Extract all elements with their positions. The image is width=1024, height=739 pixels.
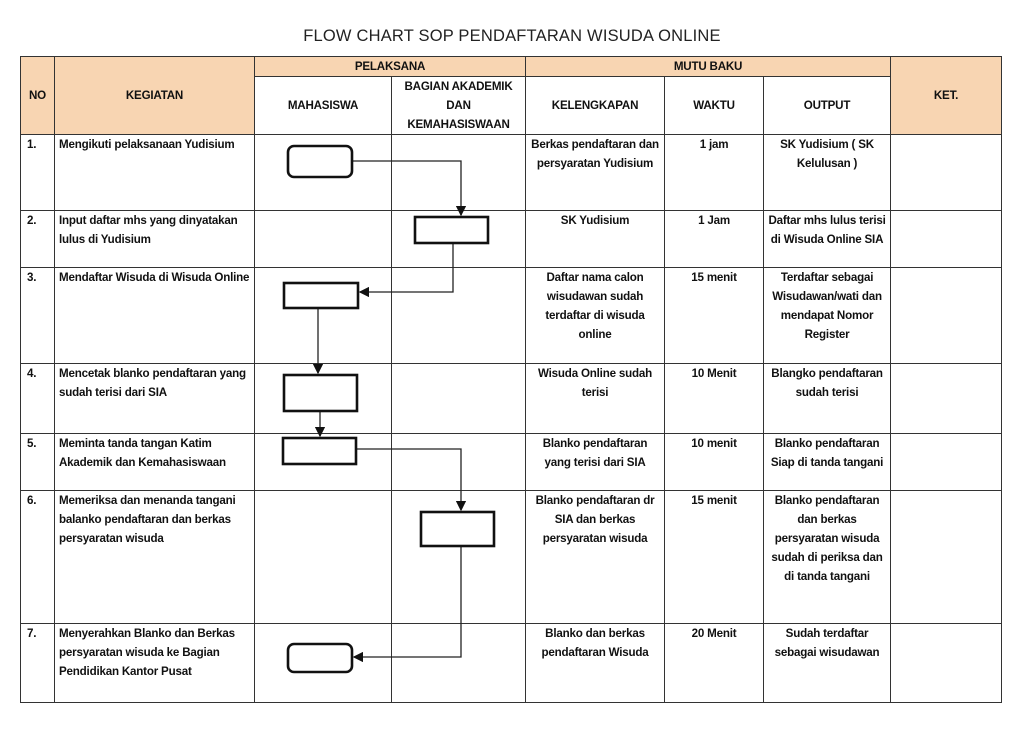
connector-5-6 bbox=[356, 449, 461, 510]
header-bagian: BAGIAN AKADEMIK DAN KEMAHASISWAAN bbox=[392, 77, 526, 135]
kelengkapan-cell: Daftar nama calon wisudawan sudah terdaftar di wisuda online bbox=[526, 268, 665, 364]
kelengkapan-cell: Wisuda Online sudah terisi bbox=[526, 364, 665, 434]
document-title: FLOW CHART SOP PENDAFTARAN WISUDA ONLINE bbox=[303, 27, 721, 45]
header-ket: KET. bbox=[891, 57, 1002, 135]
kegiatan-cell: Menyerahkan Blanko dan Berkas persyaratan wisuda ke Bagian Pendidikan Kantor Pusat bbox=[55, 624, 255, 703]
row-no: 1. bbox=[21, 135, 55, 211]
header-kegiatan: KEGIATAN bbox=[55, 57, 255, 135]
kelengkapan-cell: Blanko dan berkas pendaftaran Wisuda bbox=[526, 624, 665, 703]
kegiatan-cell: Input daftar mhs yang dinyatakan lulus di Yudisium bbox=[55, 211, 255, 268]
output-cell: Blangko pendaftaran sudah terisi bbox=[764, 364, 891, 434]
process-box-5 bbox=[283, 438, 356, 464]
header-mutu-baku: MUTU BAKU bbox=[526, 57, 891, 77]
output-cell: Blanko pendaftaran Siap di tanda tangani bbox=[764, 434, 891, 491]
kegiatan-cell: Meminta tanda tangan Katim Akademik dan Kemahasiswaan bbox=[55, 434, 255, 491]
waktu-cell: 1 Jam bbox=[665, 211, 764, 268]
header-mahasiswa: MAHASISWA bbox=[255, 77, 392, 135]
row-no: 4. bbox=[21, 364, 55, 434]
output-cell: Sudah terdaftar sebagai wisudawan bbox=[764, 624, 891, 703]
header-waktu: WAKTU bbox=[665, 77, 764, 135]
output-cell: SK Yudisium ( SK Kelulusan ) bbox=[764, 135, 891, 211]
waktu-cell: 1 jam bbox=[665, 135, 764, 211]
row-no: 6. bbox=[21, 491, 55, 624]
connector-1-2 bbox=[352, 161, 461, 215]
kegiatan-cell: Mendaftar Wisuda di Wisuda Online bbox=[55, 268, 255, 364]
waktu-cell: 15 menit bbox=[665, 268, 764, 364]
connector-2-3 bbox=[360, 243, 453, 292]
output-cell: Daftar mhs lulus terisi di Wisuda Online SIA bbox=[764, 211, 891, 268]
process-box-2 bbox=[415, 217, 488, 243]
process-box-4 bbox=[284, 375, 357, 411]
waktu-cell: 10 menit bbox=[665, 434, 764, 491]
waktu-cell: 20 Menit bbox=[665, 624, 764, 703]
kegiatan-cell: Mengikuti pelaksanaan Yudisium bbox=[55, 135, 255, 211]
output-cell: Blanko pendaftaran dan berkas persyaratan wisuda sudah di periksa dan di tanda tangani bbox=[764, 491, 891, 624]
header-pelaksana: PELAKSANA bbox=[255, 57, 526, 77]
terminator-start bbox=[288, 146, 352, 177]
terminator-end bbox=[288, 644, 352, 672]
row-no: 5. bbox=[21, 434, 55, 491]
kelengkapan-cell: SK Yudisium bbox=[526, 211, 665, 268]
process-box-3 bbox=[284, 283, 358, 308]
kelengkapan-cell: Blanko pendaftaran dr SIA dan berkas persyaratan wisuda bbox=[526, 491, 665, 624]
kegiatan-cell: Mencetak blanko pendaftaran yang sudah terisi dari SIA bbox=[55, 364, 255, 434]
output-cell: Terdaftar sebagai Wisudawan/wati dan mendapat Nomor Register bbox=[764, 268, 891, 364]
process-box-6 bbox=[421, 512, 494, 546]
header-kelengkapan: KELENGKAPAN bbox=[526, 77, 665, 135]
row-no: 3. bbox=[21, 268, 55, 364]
kelengkapan-cell: Blanko pendaftaran yang terisi dari SIA bbox=[526, 434, 665, 491]
connector-6-7 bbox=[354, 546, 461, 657]
row-no: 7. bbox=[21, 624, 55, 703]
kegiatan-cell: Memeriksa dan menanda tangani balanko pendaftaran dan berkas persyaratan wisuda bbox=[55, 491, 255, 624]
header-no: NO bbox=[21, 57, 55, 135]
row-no: 2. bbox=[21, 211, 55, 268]
header-output: OUTPUT bbox=[764, 77, 891, 135]
waktu-cell: 10 Menit bbox=[665, 364, 764, 434]
waktu-cell: 15 menit bbox=[665, 491, 764, 624]
kelengkapan-cell: Berkas pendaftaran dan persyaratan Yudisium bbox=[526, 135, 665, 211]
